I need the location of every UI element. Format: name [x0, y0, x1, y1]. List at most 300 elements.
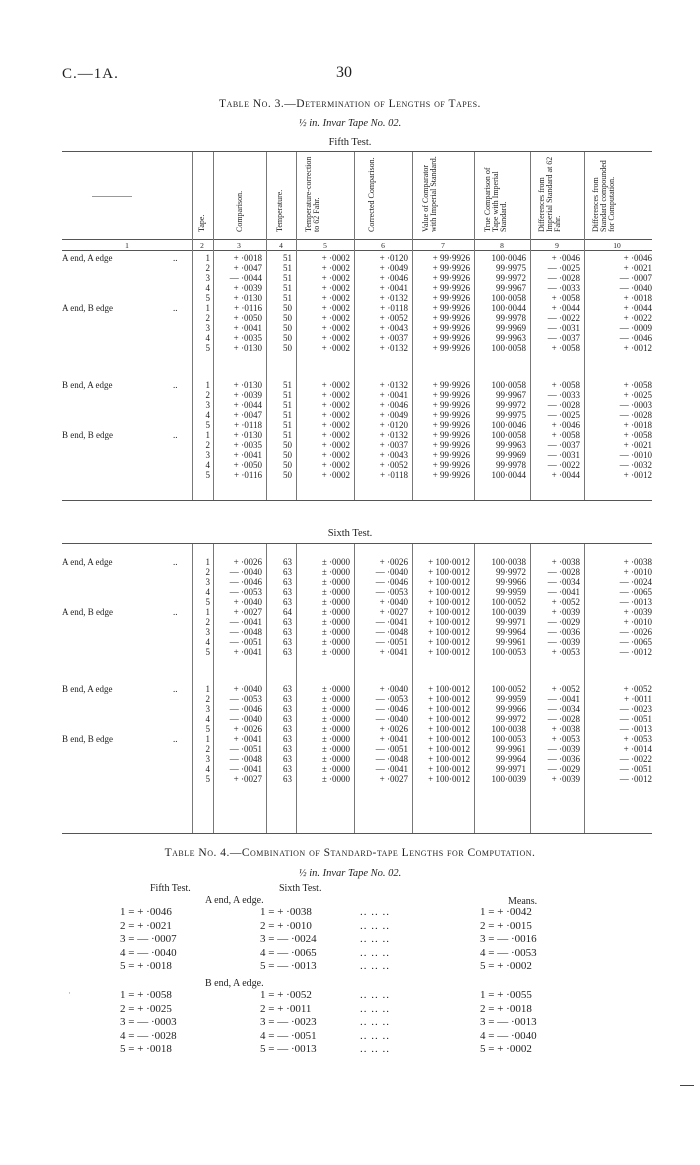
- col-head-true-comparison: True Comparison of Tape with Imperial Standard.: [483, 167, 508, 232]
- table-cell: ± ·0000: [321, 597, 350, 607]
- mean-value: 3 = — ·0016: [480, 933, 537, 945]
- fifth-test-heading: Fifth Test.: [328, 137, 372, 148]
- table4-title: Table No. 4.—Combination of Standard-tape Lengths for Computation.: [164, 847, 536, 859]
- table-cell: 63: [283, 637, 292, 647]
- table-cell: + ·0058: [623, 380, 652, 390]
- table-cell: — ·0041: [229, 617, 262, 627]
- table-cell: + ·0058: [551, 430, 580, 440]
- fifth-value: 2 = + ·0025: [120, 1002, 172, 1015]
- table-row: [0, 380, 700, 390]
- fifth-value: 5 = + ·0018: [120, 960, 172, 972]
- page-number: 30: [336, 64, 352, 81]
- table-cell: 63: [283, 577, 292, 587]
- table-cell: — ·0028: [547, 400, 580, 410]
- table-cell: + ·0026: [233, 724, 262, 734]
- table-cell: — ·0003: [619, 400, 652, 410]
- table-cell: 51: [283, 273, 292, 283]
- table-cell: 63: [283, 774, 292, 784]
- table-cell: + 99·9926: [432, 313, 470, 323]
- leader-dots: ..: [173, 684, 178, 694]
- table-cell: ± ·0000: [321, 684, 350, 694]
- table-cell: + ·0116: [234, 470, 262, 480]
- group-label: A end, A edge: [62, 557, 113, 567]
- table-cell: 63: [283, 754, 292, 764]
- col-head-diff-computation: Differences from Standard compounded for Computation.: [591, 160, 616, 232]
- table-cell: + 99·9926: [432, 303, 470, 313]
- table4-group-label: A end, A edge.: [205, 895, 264, 906]
- table-cell: — ·0046: [619, 333, 652, 343]
- table-cell: 63: [283, 647, 292, 657]
- table-cell: 99·9978: [496, 313, 526, 323]
- table-cell: + ·0018: [233, 253, 262, 263]
- tape-number: 5: [205, 774, 210, 784]
- table-cell: ± ·0000: [321, 637, 350, 647]
- table-cell: — ·0040: [375, 714, 408, 724]
- mean-value: 5 = + ·0002: [480, 1043, 532, 1055]
- table-cell: + ·0002: [321, 293, 350, 303]
- table-cell: ± ·0000: [321, 714, 350, 724]
- table-cell: — ·0025: [547, 263, 580, 273]
- table-cell: 100·0046: [491, 420, 526, 430]
- table-cell: 63: [283, 744, 292, 754]
- table-cell: ± ·0000: [321, 607, 350, 617]
- table-cell: + ·0049: [379, 410, 408, 420]
- mean-value: 4 = — ·0053: [480, 946, 537, 959]
- table-cell: + ·0132: [379, 343, 408, 353]
- table-cell: + ·0002: [321, 460, 350, 470]
- tape-number: 3: [205, 704, 210, 714]
- table-cell: ± ·0000: [321, 587, 350, 597]
- table-cell: + ·0046: [379, 400, 408, 410]
- table-cell: + ·0053: [551, 647, 580, 657]
- table-cell: 50: [283, 470, 292, 480]
- table-row: [0, 400, 700, 410]
- tape-number: 3: [205, 627, 210, 637]
- table-cell: + ·0002: [321, 390, 350, 400]
- tape-number: 2: [205, 744, 210, 754]
- table-cell: 100·0058: [491, 380, 526, 390]
- table-cell: — ·0039: [547, 637, 580, 647]
- table4-group-label: B end, A edge.: [205, 978, 264, 989]
- table-cell: 50: [283, 323, 292, 333]
- table-cell: + ·0038: [623, 557, 652, 567]
- table-cell: + ·0002: [321, 313, 350, 323]
- table-row: [0, 617, 700, 627]
- table-cell: + ·0041: [379, 283, 408, 293]
- sixth-value: 2 = + ·0011: [260, 1002, 312, 1015]
- fifth-value: 4 = — ·0040: [120, 946, 177, 959]
- table-cell: + ·0058: [551, 293, 580, 303]
- table-cell: + ·0038: [551, 724, 580, 734]
- table3-num-rule: [62, 250, 652, 251]
- table4-head-sixth: Sixth Test.: [279, 883, 322, 894]
- table-cell: + ·0039: [233, 390, 262, 400]
- table-cell: + ·0052: [551, 597, 580, 607]
- col-num: 1: [125, 241, 129, 250]
- col-head-comparator-value: Value of Comparator with Imperial Standard.: [421, 156, 438, 232]
- table-cell: — ·0026: [619, 627, 652, 637]
- table-cell: — ·0040: [229, 567, 262, 577]
- table-cell: + ·0002: [321, 450, 350, 460]
- table-cell: 99·9967: [496, 390, 526, 400]
- table-cell: + ·0027: [379, 607, 408, 617]
- table-cell: — ·0041: [375, 764, 408, 774]
- table-cell: — ·0048: [375, 754, 408, 764]
- table-row: [0, 988, 700, 1002]
- table-cell: + ·0049: [379, 263, 408, 273]
- table-cell: — ·0051: [619, 714, 652, 724]
- table-cell: + ·0002: [321, 400, 350, 410]
- table-cell: 99·9963: [496, 440, 526, 450]
- table-cell: + ·0011: [624, 694, 652, 704]
- table-cell: + 100·0012: [428, 627, 470, 637]
- table-cell: 51: [283, 390, 292, 400]
- table-cell: + ·0047: [233, 410, 262, 420]
- table-row: [0, 724, 700, 734]
- table-cell: 63: [283, 627, 292, 637]
- table-cell: 51: [283, 283, 292, 293]
- table-cell: + ·0058: [551, 380, 580, 390]
- table-cell: + ·0046: [551, 420, 580, 430]
- fifth-value: 2 = + ·0021: [120, 919, 172, 932]
- table-cell: 99·9972: [496, 714, 526, 724]
- tape-number: 4: [205, 714, 210, 724]
- tape-number: 2: [205, 390, 210, 400]
- table-row: [0, 460, 700, 470]
- table-cell: ± ·0000: [321, 734, 350, 744]
- table-cell: + ·0022: [623, 313, 652, 323]
- table-cell: + ·0025: [623, 390, 652, 400]
- tape-number: 5: [205, 647, 210, 657]
- table-cell: 50: [283, 343, 292, 353]
- table-cell: + 100·0012: [428, 637, 470, 647]
- table-cell: + ·0052: [379, 460, 408, 470]
- table-cell: + ·0018: [623, 420, 652, 430]
- table-cell: + ·0132: [379, 430, 408, 440]
- leader-dots: ..: [173, 607, 178, 617]
- mean-value: 1 = + ·0042: [480, 906, 532, 918]
- table-cell: 99·9971: [496, 617, 526, 627]
- tape-number: 1: [205, 607, 210, 617]
- table-cell: 63: [283, 704, 292, 714]
- group-label: A end, A edge: [62, 253, 113, 263]
- scan-mark: ·: [68, 988, 71, 998]
- table-cell: — ·0031: [547, 450, 580, 460]
- table-cell: + ·0118: [380, 303, 408, 313]
- leader-dots: .. .. ..: [360, 906, 390, 918]
- col1-dash: [92, 196, 132, 197]
- table-cell: — ·0029: [547, 764, 580, 774]
- table-row: [0, 557, 700, 567]
- col-num: 6: [381, 241, 385, 250]
- table-cell: + 99·9926: [432, 293, 470, 303]
- fifth-value: 3 = — ·0003: [120, 1016, 177, 1028]
- table-row: [0, 597, 700, 607]
- mean-value: 5 = + ·0002: [480, 960, 532, 972]
- table-cell: + ·0118: [380, 470, 408, 480]
- col-head-temp-correction: Temperature-correction to 62 Fahr.: [304, 156, 321, 232]
- table-row: [0, 647, 700, 657]
- table-cell: 99·9969: [496, 323, 526, 333]
- table-cell: 100·0038: [491, 557, 526, 567]
- table-cell: + 99·9926: [432, 410, 470, 420]
- table-cell: — ·0036: [547, 627, 580, 637]
- table-cell: + 100·0012: [428, 764, 470, 774]
- table-cell: ± ·0000: [321, 724, 350, 734]
- tape-number: 4: [205, 637, 210, 647]
- tape-number: 2: [205, 694, 210, 704]
- table-cell: — ·0007: [619, 273, 652, 283]
- table-cell: ± ·0000: [321, 764, 350, 774]
- scan-mark: [680, 1085, 694, 1086]
- sixth-test-heading: Sixth Test.: [327, 528, 373, 539]
- sixth-value: 4 = — ·0051: [260, 1029, 317, 1042]
- sixth-value: 1 = + ·0052: [260, 989, 312, 1001]
- mean-value: 1 = + ·0055: [480, 989, 532, 1001]
- tape-number: 4: [205, 460, 210, 470]
- table-cell: + ·0027: [233, 607, 262, 617]
- col-head-diff-imperial: Differences from Imperial Standard at 62 Fahr.: [537, 156, 562, 232]
- table-row: [0, 627, 700, 637]
- table-cell: — ·0036: [547, 754, 580, 764]
- tape-number: 2: [205, 440, 210, 450]
- tape-number: 4: [205, 410, 210, 420]
- table-cell: + ·0120: [379, 253, 408, 263]
- tape-number: 3: [205, 577, 210, 587]
- table-cell: 63: [283, 714, 292, 724]
- tape-number: 1: [205, 557, 210, 567]
- table-cell: + ·0130: [233, 430, 262, 440]
- table-cell: + 100·0012: [428, 607, 470, 617]
- table-cell: 100·0039: [491, 774, 526, 784]
- table-row: [0, 704, 700, 714]
- table-cell: + 99·9926: [432, 253, 470, 263]
- table-cell: + ·0041: [379, 647, 408, 657]
- table-row: [0, 470, 700, 480]
- table-cell: 99·9964: [496, 754, 526, 764]
- table-cell: + ·0012: [623, 470, 652, 480]
- tape-number: 5: [205, 597, 210, 607]
- leader-dots: ..: [173, 303, 178, 313]
- table-row: [0, 323, 700, 333]
- leader-dots: .. .. ..: [360, 989, 390, 1001]
- table-cell: — ·0013: [619, 724, 652, 734]
- table-cell: + ·0002: [321, 380, 350, 390]
- table-cell: — ·0046: [229, 704, 262, 714]
- table-cell: ± ·0000: [321, 694, 350, 704]
- col-num: 3: [237, 241, 241, 250]
- table-cell: 100·0038: [491, 724, 526, 734]
- table-cell: + ·0046: [379, 273, 408, 283]
- tape-number: 2: [205, 263, 210, 273]
- table-cell: 99·9961: [496, 637, 526, 647]
- table-cell: 50: [283, 333, 292, 343]
- table-cell: + ·0050: [233, 313, 262, 323]
- fifth-value: 5 = + ·0018: [120, 1043, 172, 1055]
- table-cell: — ·0010: [619, 450, 652, 460]
- tape-number: 3: [205, 323, 210, 333]
- table-cell: + ·0046: [551, 253, 580, 263]
- table-cell: — ·0009: [619, 323, 652, 333]
- table-row: [0, 607, 700, 617]
- table-cell: + 100·0012: [428, 617, 470, 627]
- table-cell: — ·0032: [619, 460, 652, 470]
- tape-number: 4: [205, 333, 210, 343]
- table-cell: — ·0053: [375, 587, 408, 597]
- table-cell: 100·0044: [491, 470, 526, 480]
- table-row: [0, 905, 700, 919]
- table-row: [0, 343, 700, 353]
- table-cell: — ·0034: [547, 577, 580, 587]
- table-cell: 51: [283, 420, 292, 430]
- table-cell: 99·9971: [496, 764, 526, 774]
- table-cell: — ·0053: [229, 694, 262, 704]
- table-cell: — ·0065: [619, 637, 652, 647]
- table-row: [0, 293, 700, 303]
- tape-number: 3: [205, 273, 210, 283]
- table-cell: 99·9963: [496, 333, 526, 343]
- table-cell: — ·0048: [229, 627, 262, 637]
- table-cell: 100·0053: [491, 647, 526, 657]
- table-row: [0, 744, 700, 754]
- table-cell: + 99·9926: [432, 263, 470, 273]
- table-cell: — ·0048: [375, 627, 408, 637]
- table-cell: ± ·0000: [321, 774, 350, 784]
- table-cell: + ·0120: [379, 420, 408, 430]
- table-cell: 100·0039: [491, 607, 526, 617]
- table-cell: 63: [283, 724, 292, 734]
- table-row: [0, 774, 700, 784]
- table-cell: + ·0130: [233, 380, 262, 390]
- table-cell: — ·0040: [375, 567, 408, 577]
- table-cell: + ·0027: [233, 774, 262, 784]
- table-cell: + ·0002: [321, 303, 350, 313]
- table-cell: — ·0040: [619, 283, 652, 293]
- table-cell: 51: [283, 253, 292, 263]
- table-cell: + 99·9926: [432, 390, 470, 400]
- table-cell: + ·0044: [623, 303, 652, 313]
- table-cell: 99·9959: [496, 694, 526, 704]
- tape-number: 5: [205, 293, 210, 303]
- table-row: [0, 333, 700, 343]
- table-cell: 50: [283, 303, 292, 313]
- table-row: [0, 1002, 700, 1016]
- tape-number: 2: [205, 313, 210, 323]
- table-cell: 50: [283, 313, 292, 323]
- table-cell: — ·0065: [619, 587, 652, 597]
- table-cell: 64: [283, 607, 292, 617]
- tape-number: 2: [205, 617, 210, 627]
- table-cell: + ·0010: [623, 567, 652, 577]
- table3-subtitle: ½ in. Invar Tape No. 02.: [298, 118, 402, 129]
- table-row: [0, 430, 700, 440]
- group-label: A end, B edge: [62, 607, 113, 617]
- table-cell: + ·0002: [321, 253, 350, 263]
- table-cell: + ·0052: [551, 684, 580, 694]
- table-cell: 63: [283, 557, 292, 567]
- table-cell: + ·0046: [623, 253, 652, 263]
- col-num: 9: [555, 241, 559, 250]
- table-cell: + 99·9926: [432, 333, 470, 343]
- table-cell: 99·9961: [496, 744, 526, 754]
- table-cell: + 100·0012: [428, 724, 470, 734]
- table-cell: + ·0041: [233, 450, 262, 460]
- table-cell: — ·0053: [229, 587, 262, 597]
- fifth-value: 3 = — ·0007: [120, 933, 177, 945]
- table-cell: 63: [283, 684, 292, 694]
- mean-value: 2 = + ·0015: [480, 919, 532, 932]
- table-cell: + 99·9926: [432, 380, 470, 390]
- tape-number: 4: [205, 764, 210, 774]
- table-row: [0, 450, 700, 460]
- table-cell: + ·0012: [623, 343, 652, 353]
- col-head-comparison: Comparison.: [235, 190, 244, 232]
- tape-number: 5: [205, 343, 210, 353]
- table-cell: + ·0002: [321, 323, 350, 333]
- table-cell: 99·9969: [496, 450, 526, 460]
- table-cell: — ·0022: [547, 460, 580, 470]
- table-cell: 100·0053: [491, 734, 526, 744]
- leader-dots: .. .. ..: [360, 1016, 390, 1028]
- table-row: [0, 919, 700, 933]
- col-num: 4: [279, 241, 283, 250]
- table-cell: — ·0041: [547, 694, 580, 704]
- mean-value: 2 = + ·0018: [480, 1002, 532, 1015]
- table-row: [0, 714, 700, 724]
- table-cell: + ·0130: [233, 343, 262, 353]
- table-cell: + 99·9926: [432, 323, 470, 333]
- table-cell: — ·0028: [547, 567, 580, 577]
- table-cell: + 99·9926: [432, 273, 470, 283]
- leader-dots: .. .. ..: [360, 960, 390, 972]
- table-cell: 100·0058: [491, 293, 526, 303]
- table-row: [0, 303, 700, 313]
- table-row: [0, 764, 700, 774]
- table-cell: + ·0002: [321, 420, 350, 430]
- table-cell: — ·0022: [547, 313, 580, 323]
- table-cell: + ·0047: [233, 263, 262, 273]
- table-cell: + ·0058: [623, 430, 652, 440]
- table-cell: + ·0116: [234, 303, 262, 313]
- table-row: [0, 273, 700, 283]
- col-num: 10: [613, 241, 621, 250]
- mean-value: 4 = — ·0040: [480, 1029, 537, 1042]
- table-row: [0, 410, 700, 420]
- table-cell: + ·0130: [233, 293, 262, 303]
- tape-number: 3: [205, 400, 210, 410]
- table-cell: + 100·0012: [428, 694, 470, 704]
- tape-number: 1: [205, 430, 210, 440]
- table-row: [0, 253, 700, 263]
- table-cell: — ·0013: [619, 597, 652, 607]
- tape-number: 1: [205, 684, 210, 694]
- table-row: [0, 932, 700, 946]
- table3-head-rule: [62, 239, 652, 240]
- table-row: [0, 754, 700, 764]
- table-cell: + ·0058: [551, 343, 580, 353]
- table-cell: 51: [283, 293, 292, 303]
- table-cell: — ·0041: [375, 617, 408, 627]
- table-cell: + ·0037: [379, 333, 408, 343]
- table-cell: ± ·0000: [321, 647, 350, 657]
- table-row: [0, 587, 700, 597]
- tape-number: 1: [205, 303, 210, 313]
- table-cell: + 99·9926: [432, 430, 470, 440]
- table-cell: 50: [283, 440, 292, 450]
- table-cell: + ·0053: [551, 734, 580, 744]
- leader-dots: .. .. ..: [360, 1002, 390, 1015]
- table-cell: — ·0033: [547, 390, 580, 400]
